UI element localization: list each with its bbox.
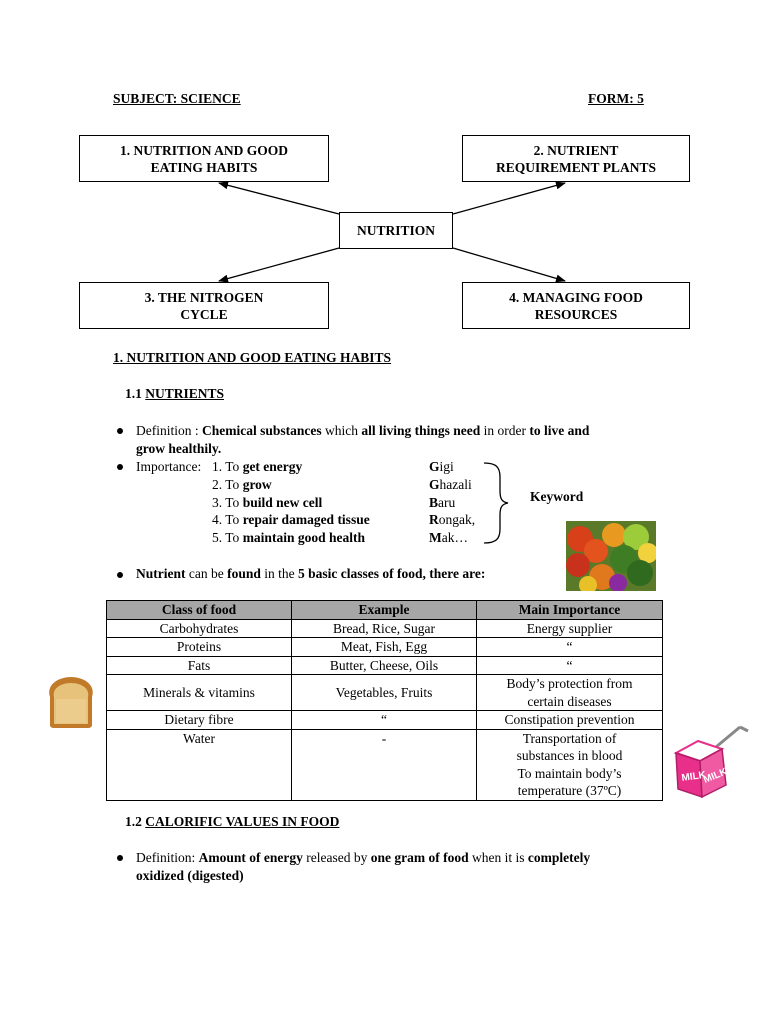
subsection-heading-nutrients: 1.1 NUTRIENTS [125, 386, 225, 401]
table-cell: Carbohydrates [107, 619, 292, 638]
table-row [107, 656, 663, 675]
diagram-box-nutrient-requirement-plants: 2. NUTRIENT REQUIREMENT PLANTS [462, 135, 690, 182]
importance-item-1: 1. To get energy [212, 459, 303, 474]
table-row [107, 619, 663, 638]
definition2-line-1: Definition: Amount of energy released by one gram of food when it is completely [136, 850, 591, 865]
importance-item-2: 2. To grow [212, 477, 272, 492]
arrow-to-box2 [453, 183, 565, 214]
table-cell: “ [477, 656, 663, 675]
table-cell: Minerals & vitamins [107, 675, 292, 711]
bullet-icon [117, 855, 123, 861]
keyword-label: Keyword [530, 489, 584, 504]
definition-line-2: grow healthily. [136, 441, 222, 456]
importance-item-4: 4. To repair damaged tissue [212, 512, 370, 527]
definition2-line-2: oxidized (digested) [136, 868, 244, 883]
table-cell: Butter, Cheese, Oils [292, 656, 477, 675]
right-brace-icon [482, 461, 512, 545]
bullet-icon [117, 428, 123, 434]
diagram-box-nutrition-eating-habits: 1. NUTRITION AND GOOD EATING HABITS [79, 135, 329, 182]
table-cell: Proteins [107, 638, 292, 657]
milk-carton-image [668, 723, 754, 799]
table-row [107, 729, 663, 800]
food-classes-table [106, 600, 663, 801]
mnemonic-word-2: Ghazali [429, 477, 472, 492]
table-cell: Fats [107, 656, 292, 675]
table-row [107, 675, 663, 711]
table-cell: Dietary fibre [107, 711, 292, 730]
form-label: FORM: 5 [588, 91, 644, 106]
column-header: Main Importance [477, 601, 663, 620]
arrow-to-box1 [219, 183, 339, 214]
mnemonic-word-4: Rongak, [429, 512, 476, 527]
table-cell: Water [107, 729, 292, 800]
table-cell: “ [292, 711, 477, 730]
table-cell: Bread, Rice, Sugar [292, 619, 477, 638]
table-cell: Constipation prevention [477, 711, 663, 730]
subject-label: SUBJECT: SCIENCE [113, 91, 241, 106]
mnemonic-word-3: Baru [429, 495, 456, 510]
table-cell: Body’s protection from certain diseases [477, 675, 663, 711]
importance-item-3: 3. To build new cell [212, 495, 323, 510]
column-header: Example [292, 601, 477, 620]
diagram-center-nutrition: NUTRITION [339, 212, 453, 249]
column-header: Class of food [107, 601, 292, 620]
table-cell: Transportation of substances in blood To maintain body’s temperature (37ºC) [477, 729, 663, 800]
definition-line-1: Definition : Chemical substances which all living things need in order to live and [136, 423, 590, 438]
milk-label: MILK [680, 769, 707, 784]
mnemonic-word-5: Mak… [429, 530, 468, 545]
table-cell: Energy supplier [477, 619, 663, 638]
table-cell: Vegetables, Fruits [292, 675, 477, 711]
mnemonic-word-1: Gigi [429, 459, 454, 474]
section-heading-nutrition: 1. NUTRITION AND GOOD EATING HABITS [113, 350, 392, 365]
table-header-row [107, 601, 663, 620]
importance-label: Importance: [136, 459, 202, 474]
classes-intro-text: Nutrient can be found in the 5 basic classes of food, there are: [136, 566, 486, 581]
arrow-to-box4 [453, 248, 565, 281]
table-cell: “ [477, 638, 663, 657]
vegetables-image [566, 521, 656, 591]
table-row [107, 638, 663, 657]
diagram-box-managing-food-resources: 4. MANAGING FOOD RESOURCES [462, 282, 690, 329]
bullet-icon [117, 464, 123, 470]
table-row [107, 711, 663, 730]
arrow-to-box3 [219, 248, 339, 281]
diagram-box-nitrogen-cycle: 3. THE NITROGEN CYCLE [79, 282, 329, 329]
bread-image [44, 675, 98, 729]
importance-item-5: 5. To maintain good health [212, 530, 365, 545]
table-cell: Meat, Fish, Egg [292, 638, 477, 657]
milk-label: MILK [702, 766, 729, 786]
subsection-heading-calorific-values: 1.2 CALORIFIC VALUES IN FOOD [125, 814, 340, 829]
table-cell: - [292, 729, 477, 800]
bullet-icon [117, 572, 123, 578]
